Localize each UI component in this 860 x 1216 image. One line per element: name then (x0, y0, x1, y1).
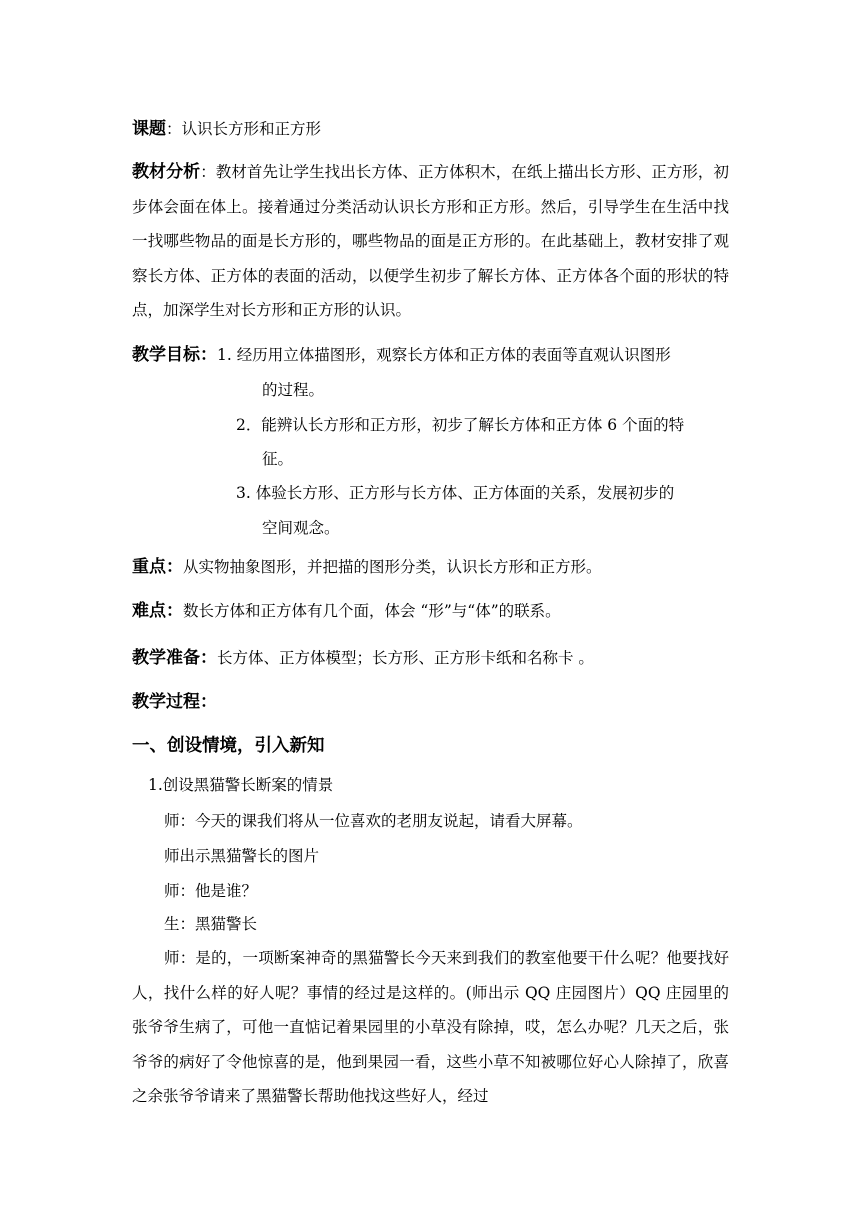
objective-2-line (236, 415, 684, 435)
section-1-paragraph: 师：是的，一项断案神奇的黑猫警长今天来到我们的教室他要干什么呢？他要找好人，找什么样的好人呢？事情的经过是这样的。(师出示 QQ 庄园图片）QQ 庄园里的张爷爷生病了，可他一直惦记着果园里的小草没有除掉，哎，怎么办呢？几天之后，张爷爷的病好了令他惊喜的是，他到果园一看，这些小草不知被哪位好心人除掉了，欣喜之余张爷爷请来了黑猫警长帮助他找这些好人，经过 (132, 949, 729, 1105)
analysis-paragraph (132, 155, 729, 328)
preparation-label: 教学准备： (132, 648, 217, 668)
section-1-line-4: 师：他是谁？ (164, 882, 258, 900)
objective-3-line (236, 483, 674, 503)
objective-3-line2: 空间观念。 (262, 519, 340, 537)
topic-colon: ： (166, 120, 182, 138)
keypoint-text: 从实物抽象图形，并把描的图形分类，认识长方形和正方形。 (183, 558, 602, 576)
section-1-line-2: 师：今天的课我们将从一位喜欢的老朋友说起，请看大屏幕。 (164, 812, 583, 830)
objective-1-line2: 的过程。 (262, 381, 325, 399)
difficulty-label: 难点： (132, 601, 183, 621)
topic-text: 认识长方形和正方形 (181, 120, 322, 138)
section-1-line-3: 师出示黑猫警长的图片 (164, 847, 320, 865)
objective-3-continuation (262, 518, 340, 538)
difficulty-text: 数长方体和正方体有几个面，体会 “形”与“体”的联系。 (183, 602, 561, 620)
process-label: 教学过程： (132, 692, 217, 712)
topic-line (132, 119, 321, 139)
analysis-colon: ： (200, 163, 216, 181)
process-line (132, 692, 217, 712)
keypoint-label: 重点： (132, 557, 183, 577)
objective-2-line1: 2．能辨认长方形和正方形，初步了解长方体和正方体 6 个面的特 (236, 416, 685, 434)
section-1-heading: 一、创设情境，引入新知 (132, 736, 325, 756)
objective-2-continuation (262, 449, 293, 469)
objectives-label: 教学目标： (132, 345, 217, 365)
analysis-text: 教材首先让学生找出长方体、正方体积木，在纸上描出长方形、正方形，初步体会面在体上。接着通过分类活动认识长方形和正方形。然后，引导学生在生活中找一找哪些物品的面是长方形的，哪些物品的面是正方形的。在此基础上，教材安排了观察长方体、正方体的表面的活动，以便学生初步了解长方体、正方体各个面的形状的特点，加深学生对长方形和正方形的认识。 (132, 163, 729, 319)
objective-1-line1: 1. 经历用立体描图形，观察长方体和正方体的表面等直观认识图形 (217, 346, 671, 364)
preparation-line (132, 648, 594, 668)
objectives-line-1 (132, 345, 671, 365)
difficulty-line (132, 601, 561, 621)
topic-label: 课题 (132, 119, 166, 139)
objective-1-continuation (262, 380, 324, 400)
objective-3-line1: 3. 体验长方形、正方形与长方体、正方体面的关系，发展初步的 (236, 484, 675, 502)
section-1-line-5: 生：黑猫警长 (164, 915, 258, 933)
analysis-label: 教材分析 (132, 162, 201, 182)
section-1-line-1: 1.创设黑猫警长断案的情景 (148, 776, 334, 794)
preparation-text: 长方体、正方体模型；长方形、正方形卡纸和名称卡 。 (217, 649, 594, 667)
keypoint-line (132, 557, 602, 577)
objective-2-line2: 征。 (262, 450, 294, 468)
